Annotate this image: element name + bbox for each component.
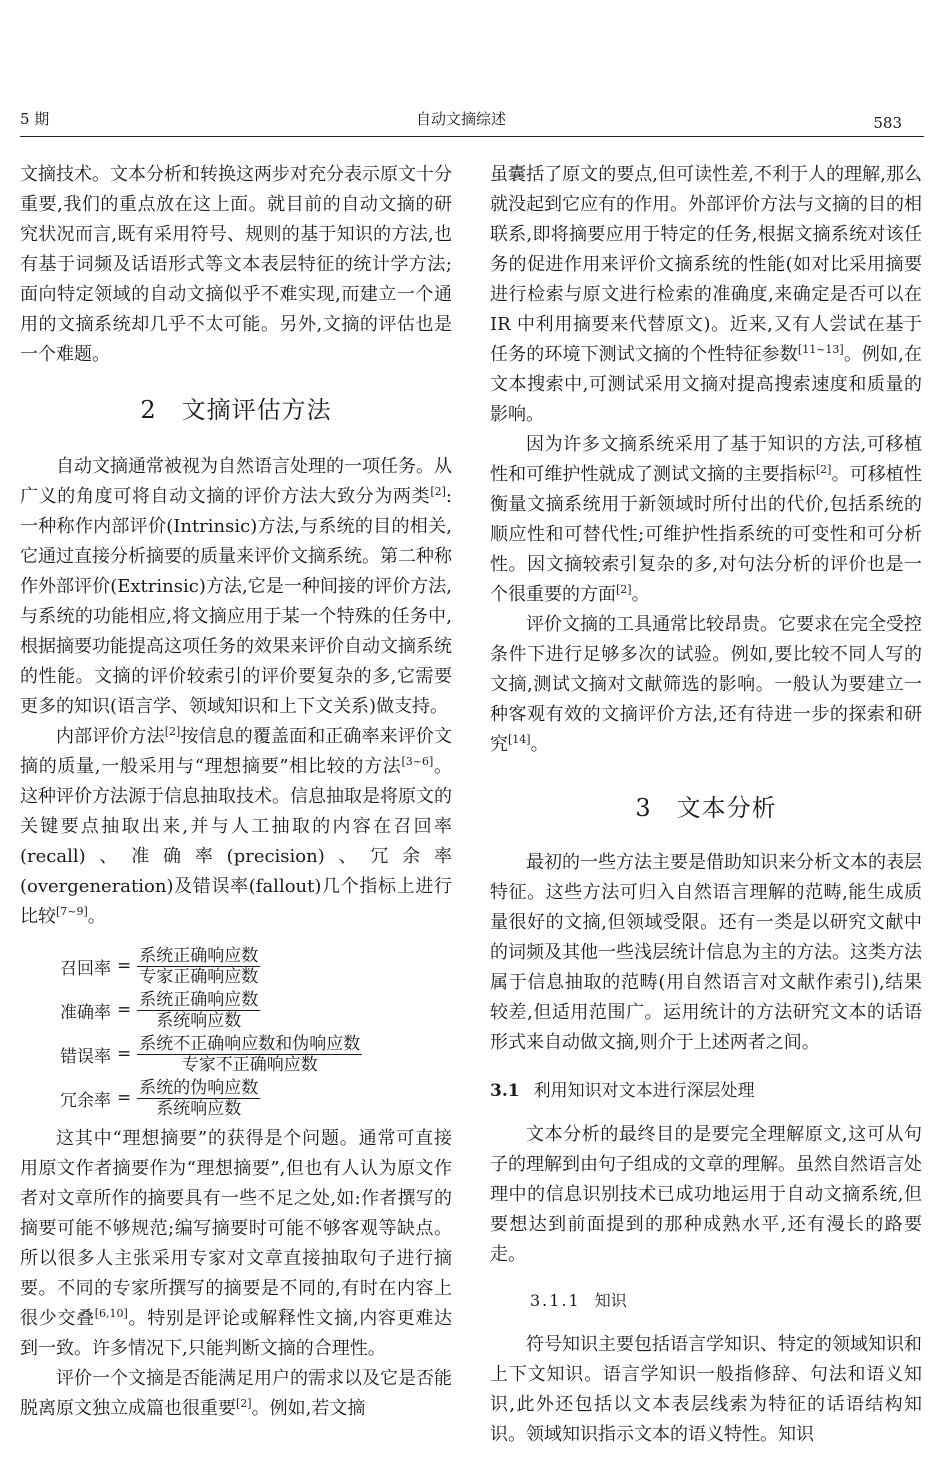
fraction	[137, 946, 260, 987]
left-column	[20, 160, 452, 1424]
subsection-3-1-1-title	[490, 1286, 922, 1316]
formula-label: 错误率	[60, 1046, 111, 1067]
formula-fallout	[20, 1032, 452, 1076]
paragraph-evaluation-overview: 自动文摘通常被视为自然语言处理的一项任务。从广义的角度可将自动文摘的评价方法大致分为两类[2]:一种称作内部评价(Intrinsic)方法,与系统的目的相关,它通过直接分析摘要的质量来评价文摘系统。第二种称作外部评价(Extrinsic)方法,它是一种间接的评价方法,与系统的功能相应,将文摘应用于某一个特殊的任务中,根据摘要功能提高这项任务的效果来评价自动文摘系统的性能。文摘的评价较索引的评价要复杂的多,它需要更多的知识(语言学、领域知识和上下文关系)做支持。	[20, 456, 452, 717]
citation: [2]	[430, 485, 446, 498]
fraction	[137, 1034, 362, 1075]
citation: [7~9]	[56, 905, 88, 918]
formula-label: 冗余率	[60, 1090, 111, 1111]
subsection-heading: 知识	[594, 1291, 627, 1310]
citation: [14]	[508, 733, 531, 746]
formula-recall	[20, 944, 452, 988]
numerator: 系统的伪响应数	[139, 1077, 259, 1098]
denominator: 专家不正确响应数	[181, 1054, 318, 1075]
fraction	[137, 990, 260, 1031]
denominator: 系统响应数	[156, 1010, 242, 1031]
paragraph-intrinsic-evaluation: 内部评价方法[2]按信息的覆盖面和正确率来评价文摘的质量,一般采用与“理想摘要”相比较的方法[3~6]。这种评价方法源于信息抽取技术。信息抽取是将原文的关键要点抽取出来,并与人工抽取的内容在召回率(recall)、准确率(precision)、冗余率(overgeneration)及错误率(fallout)几个指标上进行比较[7~9]。	[20, 725, 453, 927]
subsection-3-1-title	[490, 1076, 922, 1106]
paragraph-evaluation-tools: 评价文摘的工具通常比较昂贵。它要求在完全受控条件下进行足够多次的试验。例如,要比较不同人写的文摘,测试文摘对文献筛选的影响。一般认为要建立一种客观有效的文摘评价方法,还有待进一步的探索和研究[14]。	[490, 614, 922, 755]
paragraph-continued: 文摘技术。文本分析和转换这两步对充分表示原文十分重要,我们的重点放在这上面。就目前的自动文摘的研究状况而言,既有采用符号、规则的基于知识的方法,也有基于词频及话语形式等文本表层特征的统计学方法;面向特定领域的自动文摘似乎不难实现,而建立一个通用的文摘系统却几乎不太可能。另外,文摘的评估也是一个难题。	[20, 164, 452, 365]
paragraph-portability: 因为许多文摘系统采用了基于知识的方法,可移植性和可维护性就成了测试文摘的主要指标[2]。可移植性衡量文摘系统用于新领域时所付出的代价,包括系统的顺应性和可替代性;可维护性指系统的可变性和可分析性。因文摘较索引复杂的多,对句法分析的评价也是一个很重要的方面[2]。	[490, 434, 923, 605]
numerator: 系统正确响应数	[139, 989, 259, 1010]
running-title: 自动文摘综述	[415, 110, 506, 128]
denominator: 专家正确响应数	[139, 966, 259, 987]
paragraph-extrinsic-evaluation: 虽囊括了原文的要点,但可读性差,不利于人的理解,那么就没起到它应有的作用。外部评价方法与文摘的目的相联系,即将摘要应用于特定的任务,根据文摘系统对该任务的促进作用来评价文摘系统的性能(如对比采用摘要进行检索与原文进行检索的准确度,来确定是否可以在 IR 中利用摘要来代替原文)。近来,又有人尝试在基于任务的环境下测试文摘的个性特征参数[11~13]。例如,在文本搜索中,可测试采用文摘对提高搜索速度和质量的影响。	[490, 164, 922, 425]
paragraph-knowledge: 符号知识主要包括语言学知识、特定的领域知识和上下文知识。语言学知识一般指修辞、句法和语义知识,此外还包括以文本表层线索为特征的话语结构知识。领域知识指示文本的语义特性。知识	[490, 1334, 922, 1445]
citation: [6,10]	[94, 1307, 128, 1320]
citation: [2]	[236, 1397, 252, 1410]
citation: [3~6]	[401, 755, 434, 768]
issue-number: 5 期	[20, 110, 50, 128]
numerator: 系统不正确响应数和伪响应数	[139, 1033, 361, 1054]
citation: [11~13]	[797, 343, 844, 356]
header-rule	[20, 136, 924, 137]
right-column	[490, 160, 922, 1450]
formula-block	[20, 944, 452, 1120]
page-number: 583	[873, 114, 902, 132]
section-2-title: 2 文摘评估方法	[140, 396, 332, 424]
paragraph-text-analysis: 最初的一些方法主要是借助知识来分析文本的表层特征。这些方法可归入自然语言理解的范畴,能生成质量很好的文摘,但领域受限。还有一类是以研究文献中的词频及其他一些浅层统计信息为主的方法。这类方法属于信息抽取的范畴(用自然语言对文献作索引),结果较差,但适用范围广。运用统计的方法研究文本的话语形式来自动做文摘,则介于上述两者之间。	[490, 852, 922, 1053]
equals-sign: =	[117, 1044, 132, 1064]
subsection-number: 3.1.1	[530, 1291, 581, 1310]
equals-sign: =	[117, 1000, 132, 1020]
paragraph-deep-processing: 文本分析的最终目的是要完全理解原文,这可从句子的理解到由句子组成的文章的理解。虽然自然语言处理中的信息识别技术已成功地运用于自动文摘系统,但要想达到前面提到的那种成熟水平,还有漫长的路要走。	[490, 1124, 922, 1265]
section-3-title: 3 文本分析	[635, 794, 777, 822]
formula-overgeneration	[20, 1076, 452, 1120]
formula-precision	[20, 988, 452, 1032]
citation: [2]	[815, 463, 832, 476]
denominator: 系统响应数	[156, 1098, 242, 1119]
equals-sign: =	[117, 956, 132, 976]
numerator: 系统正确响应数	[139, 945, 259, 966]
fraction	[137, 1078, 260, 1119]
formula-label: 召回率	[60, 958, 111, 979]
citation: [2]	[164, 725, 181, 738]
formula-label: 准确率	[60, 1002, 111, 1023]
paragraph-ideal-summary: 这其中“理想摘要”的获得是个问题。通常可直接用原文作者摘要作为“理想摘要”,但也有人认为原文作者对文章所作的摘要具有一些不足之处,如:作者撰写的摘要可能不够规范;编写摘要时可能不够客观等缺点。所以很多人主张采用专家对文章直接抽取句子进行摘要。不同的专家所撰写的摘要是不同的,有时在内容上很少交叠[6,10]。特别是评论或解释性文摘,内容更难达到一致。许多情况下,只能判断文摘的合理性。	[20, 1128, 452, 1359]
subsection-heading: 利用知识对文本进行深层处理	[533, 1081, 755, 1101]
running-header	[20, 108, 902, 130]
subsection-number: 3.1	[490, 1081, 520, 1101]
equals-sign: =	[117, 1088, 132, 1108]
citation: [2]	[616, 583, 632, 596]
paragraph-user-needs: 评价一个文摘是否能满足用户的需求以及它是否能脱离原文独立成篇也很重要[2]。例如,若文摘	[20, 1368, 452, 1419]
